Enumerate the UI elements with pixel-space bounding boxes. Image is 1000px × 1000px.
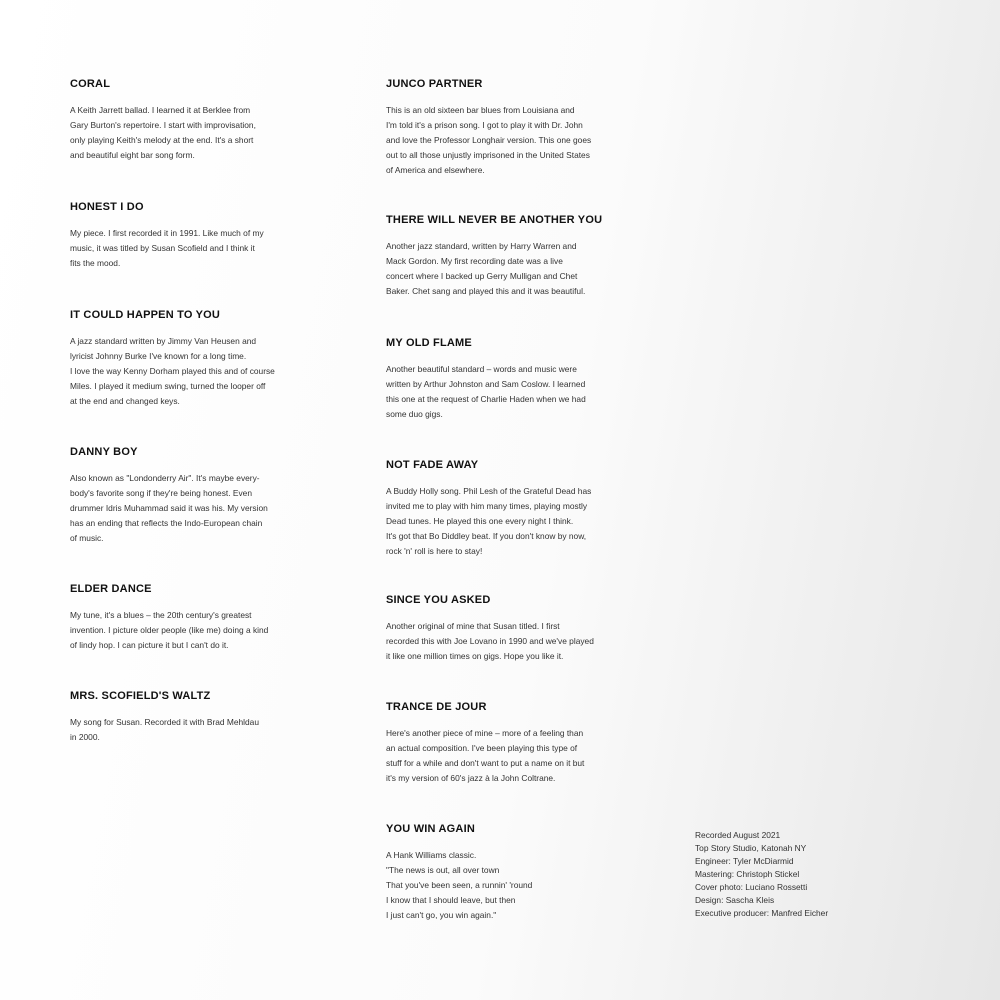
track-notes: A Keith Jarrett ballad. I learned it at Berklee from Gary Burton's repertoire. I start with improvisation, only playing Keith's melody at the end. It's a short and beautiful eight bar song form. xyxy=(70,105,256,160)
track-notes: My song for Susan. Recorded it with Brad Mehldau in 2000. xyxy=(70,717,259,742)
track-not-fade-away xyxy=(386,459,651,559)
track-notes: Here's another piece of mine – more of a feeling than an actual composition. I've been playing this type of stuff for a while and don't want to put a name on it but it's my version of 60's jazz à la John Coltrane. xyxy=(386,728,585,783)
track-title: ELDER DANCE xyxy=(70,583,152,595)
track-title: MY OLD FLAME xyxy=(386,337,472,349)
credit-design: Design: Sascha Kleis xyxy=(695,895,775,905)
track-notes: Another beautiful standard – words and music were written by Arthur Johnston and Sam Coslow. I learned this one at the request of Charlie Haden when we had some duo gigs. xyxy=(386,364,586,419)
track-it-could-happen-to-you xyxy=(70,309,332,409)
track-title: CORAL xyxy=(70,78,111,90)
track-title: YOU WIN AGAIN xyxy=(386,823,475,835)
track-title: JUNCO PARTNER xyxy=(386,78,483,90)
track-notes: A Buddy Holly song. Phil Lesh of the Grateful Dead has invited me to play with him many times, playing mostly Dead tunes. He played this one every night I think. It's got that Bo Diddley beat. If you don't know by now, rock 'n' roll is here to stay! xyxy=(386,486,592,556)
track-there-will-never-be-another-you xyxy=(386,214,651,299)
track-my-old-flame xyxy=(386,337,651,422)
track-danny-boy xyxy=(70,446,332,546)
track-title: SINCE YOU ASKED xyxy=(386,594,491,606)
track-notes: A jazz standard written by Jimmy Van Heusen and lyricist Johnny Burke I've known for a long time. I love the way Kenny Dorham played this and of course Miles. I played it medium swing, turned the looper off at the end and changed keys. xyxy=(70,336,275,406)
credit-recorded-date: Recorded August 2021 xyxy=(695,830,781,840)
track-notes: A Hank Williams classic. xyxy=(386,850,477,860)
track-notes: My tune, it's a blues – the 20th century's greatest invention. I picture older people (like me) doing a kind of lindy hop. I can picture it but I can't do it. xyxy=(70,610,269,650)
track-title: DANNY BOY xyxy=(70,446,138,458)
track-title: MRS. SCOFIELD'S WALTZ xyxy=(70,690,211,702)
credit-studio: Top Story Studio, Katonah NY xyxy=(695,843,807,853)
track-you-win-again xyxy=(386,823,651,923)
track-title: THERE WILL NEVER BE ANOTHER YOU xyxy=(386,214,603,226)
track-title: TRANCE DE JOUR xyxy=(386,701,487,713)
track-lyrics-quote: "The news is out, all over town That you've been seen, a runnin' 'round I know that I should leave, but then I just can't go, you win again." xyxy=(386,865,533,920)
track-title: IT COULD HAPPEN TO YOU xyxy=(70,309,221,321)
track-mrs-scofields-waltz xyxy=(70,690,332,745)
track-coral xyxy=(70,78,332,163)
track-junco-partner xyxy=(386,78,651,178)
album-credits xyxy=(695,829,895,920)
track-elder-dance xyxy=(70,583,332,653)
track-notes: Also known as "Londonderry Air". It's maybe every- body's favorite song if they're being honest. Even drummer Idris Muhammad said it was his. My version has an ending that reflects the Indo-European chain of music. xyxy=(70,473,268,543)
credit-engineer: Engineer: Tyler McDiarmid xyxy=(695,856,794,866)
credit-cover-photo: Cover photo: Luciano Rossetti xyxy=(695,882,808,892)
credit-mastering: Mastering: Christoph Stickel xyxy=(695,869,800,879)
track-honest-i-do xyxy=(70,201,332,271)
track-notes: My piece. I first recorded it in 1991. Like much of my music, it was titled by Susan Scofield and I think it fits the mood. xyxy=(70,228,264,268)
track-since-you-asked xyxy=(386,594,651,664)
track-trance-de-jour xyxy=(386,701,651,786)
credit-executive-producer: Executive producer: Manfred Eicher xyxy=(695,908,829,918)
track-notes: Another original of mine that Susan titled. I first recorded this with Joe Lovano in 1990 and we've played it like one million times on gigs. Hope you like it. xyxy=(386,621,594,661)
track-title: NOT FADE AWAY xyxy=(386,459,479,471)
track-notes: Another jazz standard, written by Harry Warren and Mack Gordon. My first recording date was a live concert where I backed up Gerry Mulligan and Chet Baker. Chet sang and played this and it was beautiful. xyxy=(386,241,586,296)
track-notes: This is an old sixteen bar blues from Louisiana and I'm told it's a prison song. I got to play it with Dr. John and love the Professor Longhair version. This one goes out to all those unjustly imprisoned in the United States of America and elsewhere. xyxy=(386,105,592,175)
track-title: HONEST I DO xyxy=(70,201,144,213)
